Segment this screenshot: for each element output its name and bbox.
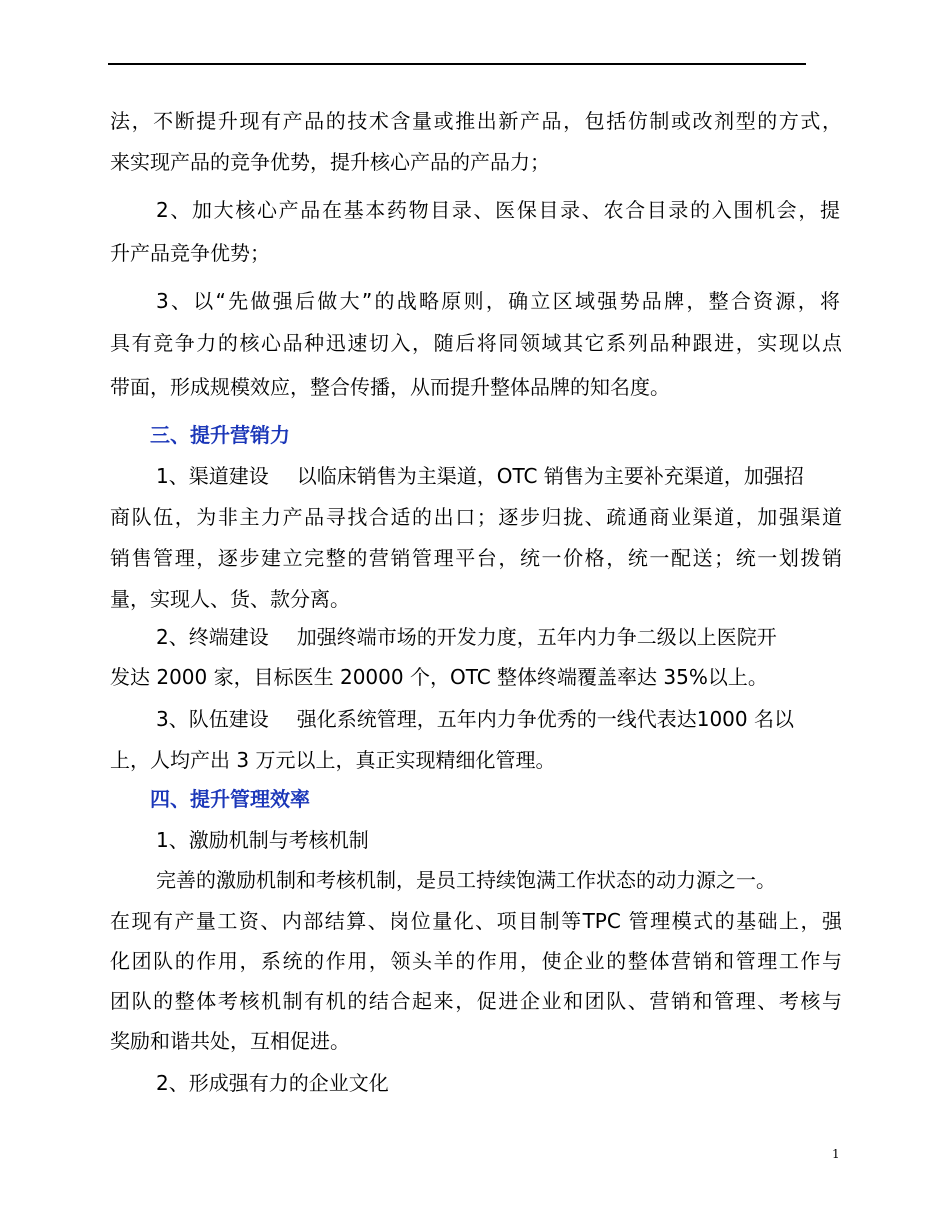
section-heading-management: 四、提升管理效率 bbox=[150, 787, 310, 811]
body-line: 销售管理，逐步建立完整的营销管理平台，统一价格，统一配送；统一划拨销 bbox=[110, 546, 842, 570]
body-line: 发达 2000 家，目标医生 20000 个，OTC 整体终端覆盖率达 35%以上。 bbox=[110, 665, 768, 689]
body-line bbox=[156, 704, 916, 734]
body-line: 升产品竞争优势； bbox=[110, 241, 270, 265]
header-rule bbox=[108, 63, 806, 65]
body-line: 奖励和谐共处，互相促进。 bbox=[110, 1029, 350, 1053]
subheading-incentive: 1、激励机制与考核机制 bbox=[156, 828, 369, 852]
channel-text: 以临床销售为主渠道，OTC 销售为主要补充渠道，加强招 bbox=[296, 464, 804, 488]
subheading-terminal: 2、终端建设 bbox=[156, 625, 269, 649]
body-line: 在现有产量工资、内部结算、岗位量化、项目制等TPC 管理模式的基础上，强 bbox=[110, 909, 842, 933]
subheading-team: 3、队伍建设 bbox=[156, 707, 269, 731]
body-line: 上，人均产出 3 万元以上，真正实现精细化管理。 bbox=[110, 748, 556, 772]
body-line: 带面，形成规模效应，整合传播，从而提升整体品牌的知名度。 bbox=[110, 375, 670, 399]
team-text: 强化系统管理，五年内力争优秀的一线代表达1000 名以 bbox=[296, 707, 794, 731]
body-line: 商队伍，为非主力产品寻找合适的出口；逐步归拢、疏通商业渠道，加强渠道 bbox=[110, 505, 842, 529]
body-line: 来实现产品的竞争优势，提升核心产品的产品力； bbox=[110, 150, 550, 174]
section-heading-marketing: 三、提升营销力 bbox=[150, 423, 290, 447]
body-line: 团队的整体考核机制有机的结合起来，促进企业和团队、营销和管理、考核与 bbox=[110, 989, 842, 1013]
body-line: 2、加大核心产品在基本药物目录、医保目录、农合目录的入围机会，提 bbox=[156, 198, 840, 222]
body-line: 具有竞争力的核心品种迅速切入，随后将同领域其它系列品种跟进，实现以点 bbox=[110, 331, 842, 355]
body-line: 量，实现人、货、款分离。 bbox=[110, 587, 350, 611]
terminal-text: 加强终端市场的开发力度，五年内力争二级以上医院开 bbox=[296, 625, 777, 649]
body-line bbox=[156, 622, 916, 652]
subheading-culture: 2、形成强有力的企业文化 bbox=[156, 1071, 389, 1095]
page-number: 1 bbox=[832, 1147, 840, 1161]
body-line: 化团队的作用，系统的作用，领头羊的作用，使企业的整体营销和管理工作与 bbox=[110, 949, 842, 973]
body-line: 完善的激励机制和考核机制，是员工持续饱满工作状态的动力源之一。 bbox=[156, 868, 776, 892]
body-line bbox=[156, 461, 916, 491]
subheading-channel: 1、渠道建设 bbox=[156, 464, 269, 488]
body-line: 法，不断提升现有产品的技术含量或推出新产品，包括仿制或改剂型的方式， bbox=[110, 109, 842, 133]
body-line: 3、以“先做强后做大”的战略原则，确立区域强势品牌，整合资源，将 bbox=[156, 289, 840, 313]
